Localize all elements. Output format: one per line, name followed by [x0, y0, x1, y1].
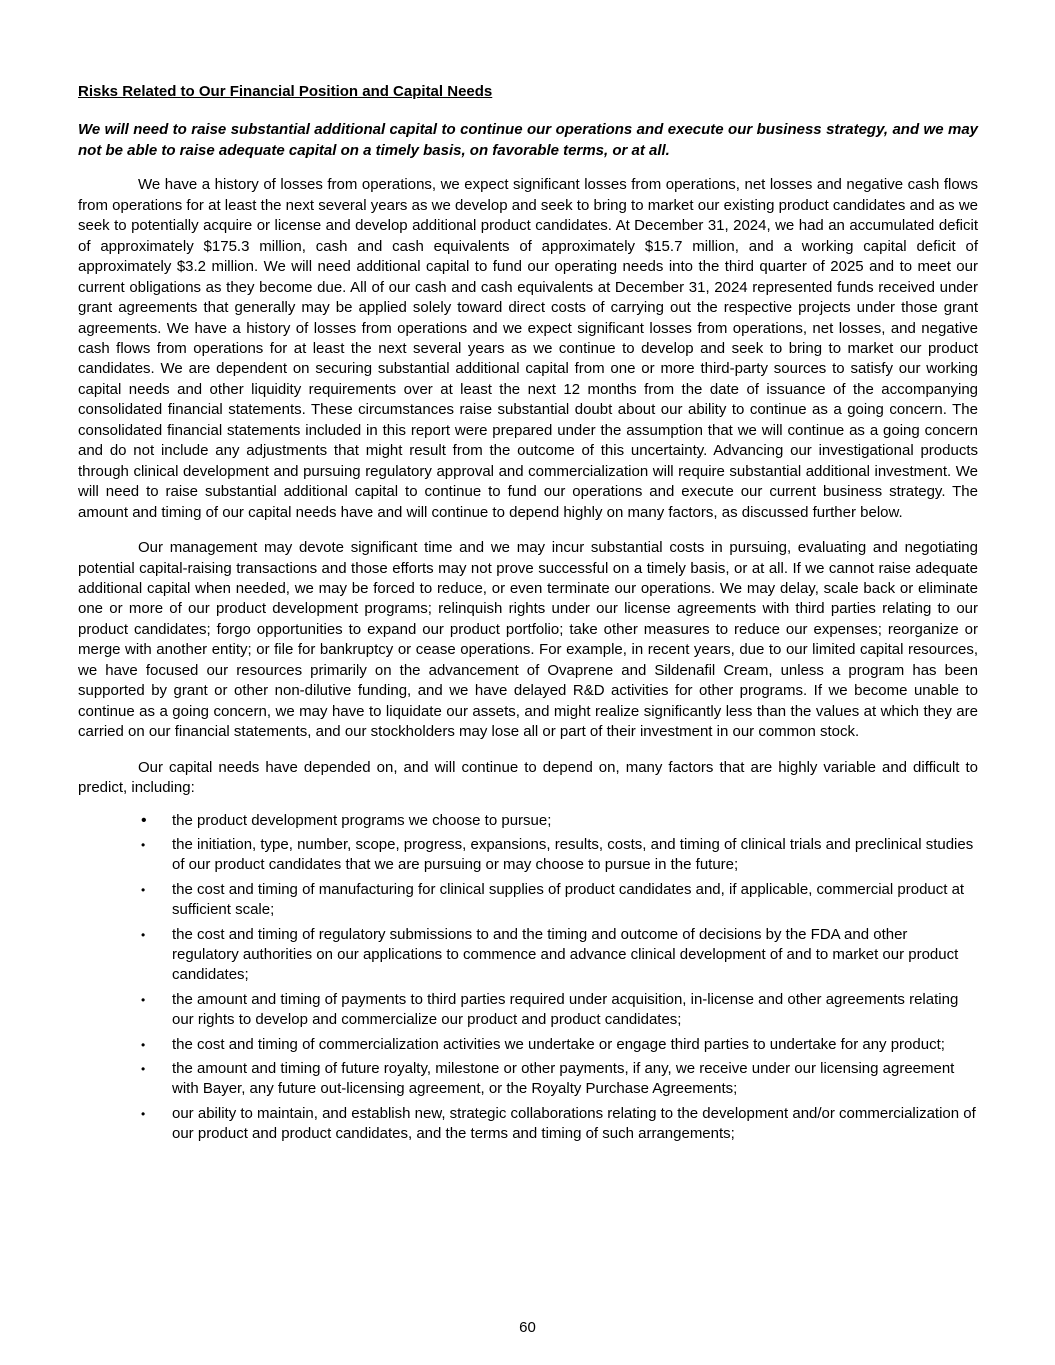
page-number: 60: [519, 1319, 536, 1336]
section-heading: Risks Related to Our Financial Position and Capital Needs: [78, 83, 493, 100]
list-item: [78, 1035, 978, 1055]
bullet-icon: •: [141, 1062, 146, 1077]
list-item-text: the product development programs we choose to pursue;: [172, 811, 552, 829]
bullet-icon: •: [141, 1106, 146, 1121]
risk-factor-subheading: We will need to raise substantial additional capital to continue our operations and execute our business strategy, and we may not be able to raise adequate capital on a timely basis, on favorable terms, or at all.: [78, 121, 978, 159]
list-item-text: the amount and timing of payments to third parties required under acquisition, in-license and other agreements relating our rights to develop and commercialize our product and product candidates;: [172, 990, 959, 1029]
list-item-text: the cost and timing of commercialization activities we undertake or engage third parties to undertake for any product;: [172, 1035, 945, 1053]
list-item: [78, 811, 978, 831]
bullet-icon: •: [141, 992, 146, 1007]
list-item-text: the cost and timing of manufacturing for clinical supplies of product candidates and, if applicable, commercial product at sufficient scale;: [172, 880, 965, 919]
paragraph-going-concern: We have a history of losses from operations, we expect significant losses from operations, net losses and negative cash flows from operations for at least the next several years as we develop and seek to bring to market our existing product candidates and as we seek to potentially acquire or license and develop additional product candidates. At December 31, 2024, we had an accumulated deficit of approximately $175.3 million, cash and cash equivalents of approximately $15.7 million, and a working capital deficit of approximately $3.2 million. We will need additional capital to fund our operating needs into the third quarter of 2025 and to meet our current obligations as they become due. All of our cash and cash equivalents at December 31, 2024 represented funds received under grant agreements that generally may be applied solely toward direct costs of carrying out the respective projects under those grant agreements. We have a history of losses from operations and we expect significant losses from operations, net losses, and negative cash flows from operations for at least the next several years as we continue to develop and seek to bring to market our product candidates. We are dependent on securing substantial additional capital from one or more third-party sources to satisfy our working capital needs and other liquidity requirements over at least the next 12 months from the date of issuance of the accompanying consolidated financial statements. These circumstances raise substantial doubt about our ability to continue as a going concern. The consolidated financial statements included in this report were prepared under the assumption that we will continue as a going concern and do not include any adjustments that might result from the outcome of this uncertainty. Advancing our investigational products through clinical development and pursuing regulatory approval and commercialization will require substantial additional investment. We will need to raise substantial additional capital to continue to fund our operations and execute our current business strategy. The amount and timing of our capital needs have and will continue to depend highly on many factors, as discussed further below.: [78, 176, 978, 521]
list-item-text: our ability to maintain, and establish new, strategic collaborations relating to the development and/or commercialization of our product and product candidates, and the terms and timing of such arrangements;: [172, 1104, 976, 1143]
list-item: [78, 880, 978, 921]
list-item-text: the amount and timing of future royalty, milestone or other payments, if any, we receive under our licensing agreement with Bayer, any future out-licensing agreement, or the Royalty Purchase Agreements;: [172, 1060, 955, 1098]
list-item: [78, 925, 978, 986]
list-item: [78, 990, 978, 1031]
list-item: [78, 1104, 978, 1145]
bullet-icon: •: [141, 811, 147, 829]
paragraph-capital-needs-intro: Our capital needs have depended on, and will continue to depend on, many factors that are highly variable and difficult to predict, including:: [78, 758, 978, 797]
paragraph-capital-raising: Our management may devote significant time and we may incur substantial costs in pursuing, evaluating and negotiating potential capital-raising transactions and those efforts may not prove successful on a timely basis, or at all. If we cannot raise adequate additional capital when needed, we may be forced to reduce, or even terminate our operations. We may delay, scale back or eliminate one or more of our product development programs; relinquish rights under our license agreements with third parties relating to our product candidates; forgo opportunities to expand our product portfolio; take other measures to reduce our expenses; reorganize or merge with another entity; or file for bankruptcy or cease operations. For example, in recent years, due to our limited capital resources, we have focused our resources primarily on the advancement of Ovaprene and Sildenafil Cream, unless a program has been supported by grant or other non-dilutive funding, and we have delayed R&D activities for other programs. If we become unable to continue as a going concern, we may have to liquidate our assets, and might realize significantly less than the values at which they are carried on our financial statements, and our stockholders may lose all or part of their investment in our common stock.: [78, 539, 978, 741]
list-item: [78, 835, 978, 876]
capital-needs-factors-list: [78, 811, 978, 1145]
list-item: [78, 1059, 978, 1100]
list-item-text: the initiation, type, number, scope, progress, expansions, results, costs, and timing of clinical trials and preclinical studies of our product candidates that we are pursuing or may choose to pursue in the future;: [172, 835, 974, 874]
bullet-icon: •: [141, 882, 146, 897]
bullet-icon: •: [141, 837, 146, 852]
bullet-icon: •: [141, 927, 146, 942]
list-item-text: the cost and timing of regulatory submissions to and the timing and outcome of decisions by the FDA and other regulatory authorities on our applications to commence and advance clinical development of and to market our product candidates;: [172, 925, 959, 984]
bullet-icon: •: [141, 1037, 146, 1052]
